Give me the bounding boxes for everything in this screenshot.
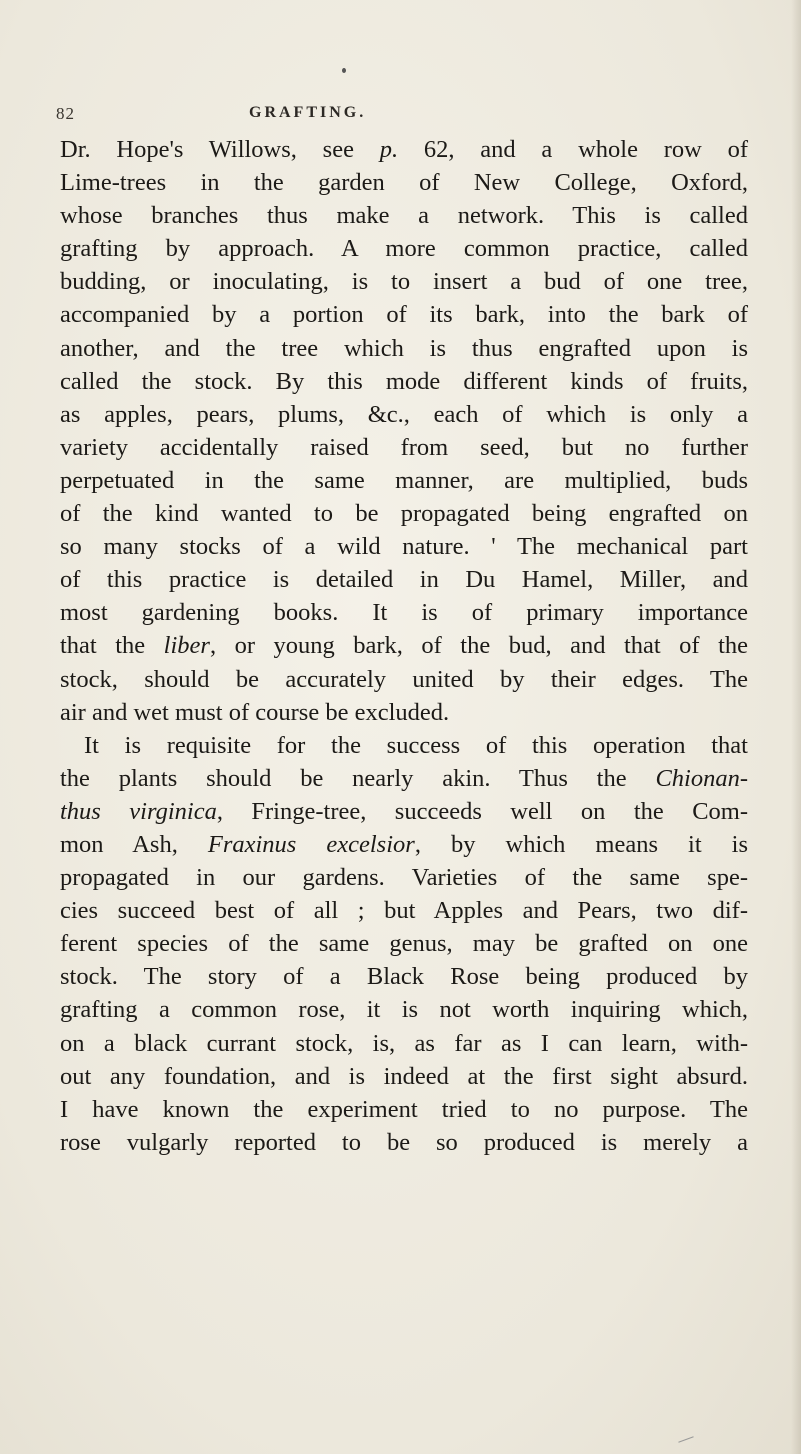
text-line-27: grafting a common rose, it is not worth inquiring which, — [60, 996, 748, 1024]
text-line-10: variety accidentally raised from seed, but no further — [60, 433, 748, 461]
text-line-11: perpetuated in the same manner, are multiplied, buds — [60, 466, 748, 494]
text-line-1: Dr. Hope's Willows, see p. 62, and a whole row of — [60, 136, 748, 163]
text-line-23: propagated in our gardens. Varieties of the same spe- — [60, 864, 748, 892]
text-line-17: stock, should be accurately united by their edges. The — [60, 665, 748, 693]
ink-speck — [342, 68, 346, 73]
text-line-16: that the liber, or young bark, of the bud, and that of the — [60, 632, 749, 660]
text-line-7: another, and the tree which is thus engrafted upon is — [60, 334, 748, 362]
text-line-5: budding, or inoculating, is to insert a bud of one tree, — [60, 268, 748, 296]
ink-mark — [678, 1436, 693, 1442]
page-edge-shadow — [791, 0, 801, 1454]
text-line-29: out any foundation, and is indeed at the first sight absurd. — [60, 1062, 748, 1090]
text-line-15: most gardening books. It is of primary importance — [60, 599, 748, 627]
text-line-21: thus virginica, Fringe-tree, succeeds well on the Com- — [60, 797, 748, 825]
text-line-20: the plants should be nearly akin. Thus the Chionan- — [60, 764, 748, 792]
text-line-28: on a black currant stock, is, as far as I can learn, with- — [60, 1029, 748, 1057]
text-line-24: cies succeed best of all ; but Apples and Pears, two dif- — [60, 897, 748, 925]
text-line-22: mon Ash, Fraxinus excelsior, by which means it is — [60, 830, 749, 858]
text-line-14: of this practice is detailed in Du Hamel, Miller, and — [60, 566, 748, 594]
text-line-18: air and wet must of course be excluded. — [60, 698, 450, 726]
text-line-19: It is requisite for the success of this operation that — [84, 731, 748, 759]
text-line-26: stock. The story of a Black Rose being produced by — [60, 963, 748, 991]
text-line-8: called the stock. By this mode different kinds of fruits, — [60, 367, 748, 395]
text-line-31: rose vulgarly reported to be so produced is merely a — [60, 1128, 748, 1156]
text-line-9: as apples, pears, plums, &c., each of which is only a — [60, 400, 748, 428]
text-line-25: ferent species of the same genus, may be grafted on one — [60, 930, 748, 958]
text-line-4: grafting by approach. A more common practice, called — [60, 235, 748, 263]
page-number: 82 — [56, 104, 75, 123]
text-line-2: Lime-trees in the garden of New College, Oxford, — [60, 169, 748, 197]
body-text — [60, 133, 748, 1159]
text-line-30: I have known the experiment tried to no purpose. The — [60, 1095, 748, 1123]
text-line-13: so many stocks of a wild nature. ' The mechanical part — [60, 533, 748, 561]
page-header — [56, 104, 576, 128]
text-line-3: whose branches thus make a network. This is called — [60, 202, 748, 230]
running-head: GRAFTING. — [249, 104, 367, 121]
text-line-12: of the kind wanted to be propagated being engrafted on — [60, 500, 748, 528]
text-line-6: accompanied by a portion of its bark, into the bark of — [60, 301, 748, 329]
